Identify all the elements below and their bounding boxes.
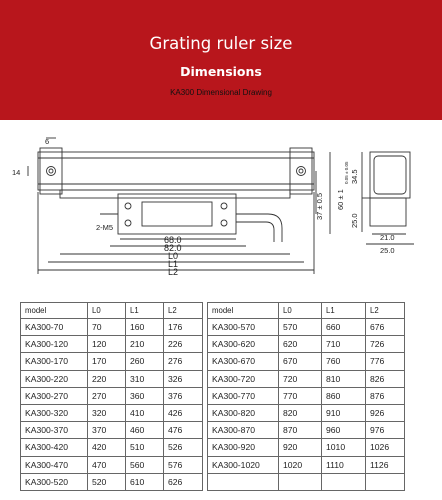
- col-model: model: [21, 303, 88, 319]
- table-cell: 570: [279, 319, 322, 336]
- table-row: [208, 353, 405, 370]
- banner-title: Grating ruler size: [149, 34, 293, 53]
- table-cell: KA300-170: [21, 353, 88, 370]
- table-cell: KA300-920: [208, 439, 279, 456]
- col-l1: L1: [322, 303, 366, 319]
- table-cell: 320: [88, 404, 126, 421]
- dim-21: 21.0: [380, 233, 395, 242]
- table-cell: KA300-870: [208, 422, 279, 439]
- table-cell: 976: [366, 422, 405, 439]
- table-cell: KA300-370: [21, 422, 88, 439]
- dim-l1: L1: [168, 259, 179, 269]
- table-row: [208, 456, 405, 473]
- table-cell: KA300-820: [208, 404, 279, 421]
- table-cell: 426: [164, 404, 203, 421]
- table-row: [21, 456, 203, 473]
- table-cell: 226: [164, 336, 203, 353]
- table-cell: 826: [366, 370, 405, 387]
- dim-68: 68.0: [164, 235, 182, 245]
- dim-82: 82.0: [164, 243, 182, 253]
- table-cell: KA300-770: [208, 387, 279, 404]
- table-cell: 910: [322, 404, 366, 421]
- table-cell: 660: [322, 319, 366, 336]
- cable: [236, 214, 282, 242]
- table-cell: KA300-70: [21, 319, 88, 336]
- table-cell: [322, 473, 366, 490]
- left-end-cap: [40, 148, 62, 194]
- banner-caption: KA300 Dimensional Drawing: [170, 88, 272, 97]
- table-cell: 960: [322, 422, 366, 439]
- table-header-row: [21, 303, 203, 319]
- table-row: [21, 473, 203, 490]
- table-cell: 470: [88, 456, 126, 473]
- dim-l2: L2: [168, 267, 179, 277]
- table-row: [21, 422, 203, 439]
- dim-37: 37 ± 0.5: [315, 192, 324, 220]
- dim-2-m5: 2-M5: [96, 223, 114, 232]
- table-cell: 376: [164, 387, 203, 404]
- table-cell: 160: [126, 319, 164, 336]
- table-cell: KA300-320: [21, 404, 88, 421]
- header-banner: [0, 0, 442, 120]
- table-cell: 610: [126, 473, 164, 490]
- table-cell: 276: [164, 353, 203, 370]
- table-cell: 260: [126, 353, 164, 370]
- reading-head: [118, 194, 236, 234]
- dim-25-bottom: 25.0: [380, 246, 395, 255]
- table-cell: 760: [322, 353, 366, 370]
- table-cell: 220: [88, 370, 126, 387]
- table-cell: 710: [322, 336, 366, 353]
- left-mount-hole: [47, 167, 56, 176]
- table-cell: KA300-520: [21, 473, 88, 490]
- table-row: [208, 422, 405, 439]
- table-cell: 576: [164, 456, 203, 473]
- table-cell: 560: [126, 456, 164, 473]
- side-view: [370, 152, 410, 198]
- table-cell: 360: [126, 387, 164, 404]
- table-cell: 526: [164, 439, 203, 456]
- table-row: [21, 370, 203, 387]
- table-cell: KA300-1020: [208, 456, 279, 473]
- table-cell: 670: [279, 353, 322, 370]
- table-row: [21, 319, 203, 336]
- table-row: [208, 336, 405, 353]
- col-l2: L2: [164, 303, 203, 319]
- table-row: [21, 387, 203, 404]
- table-cell: 210: [126, 336, 164, 353]
- table-cell: 676: [366, 319, 405, 336]
- table-row: [208, 370, 405, 387]
- table-row: [21, 439, 203, 456]
- dim-tolerance: 0.05 ± 0.05: [344, 161, 349, 184]
- table-cell: 860: [322, 387, 366, 404]
- table-cell: KA300-120: [21, 336, 88, 353]
- dim-14: 14: [12, 168, 21, 177]
- table-cell: 270: [88, 387, 126, 404]
- table-cell: 720: [279, 370, 322, 387]
- col-l0: L0: [279, 303, 322, 319]
- table-cell: 460: [126, 422, 164, 439]
- table-cell: KA300-470: [21, 456, 88, 473]
- banner-subtitle: Dimensions: [180, 64, 262, 79]
- table-row: [21, 404, 203, 421]
- dim-6: 6: [45, 137, 50, 146]
- table-row: [21, 353, 203, 370]
- table-cell: 310: [126, 370, 164, 387]
- table-cell: 1010: [322, 439, 366, 456]
- table-cell: KA300-220: [21, 370, 88, 387]
- table-cell: 1126: [366, 456, 405, 473]
- table-row: [208, 319, 405, 336]
- table-cell: 170: [88, 353, 126, 370]
- table-cell: 810: [322, 370, 366, 387]
- table-cell: [208, 473, 279, 490]
- table-cell: [366, 473, 405, 490]
- table-cell: 510: [126, 439, 164, 456]
- table-cell: 870: [279, 422, 322, 439]
- dim-34-5: 34.5: [350, 169, 359, 184]
- table-cell: 520: [88, 473, 126, 490]
- table-row: [208, 387, 405, 404]
- table-cell: 626: [164, 473, 203, 490]
- table-cell: 776: [366, 353, 405, 370]
- table-cell: KA300-620: [208, 336, 279, 353]
- right-end-cap: [290, 148, 312, 194]
- table-cell: 476: [164, 422, 203, 439]
- table-cell: KA300-670: [208, 353, 279, 370]
- table-header-row: [208, 303, 405, 319]
- table-cell: 620: [279, 336, 322, 353]
- table-cell: KA300-570: [208, 319, 279, 336]
- table-row: [208, 404, 405, 421]
- table-row: [21, 336, 203, 353]
- col-l0: L0: [88, 303, 126, 319]
- table-cell: 70: [88, 319, 126, 336]
- col-l2: L2: [366, 303, 405, 319]
- size-table-right: [207, 302, 405, 491]
- table-cell: 120: [88, 336, 126, 353]
- col-l1: L1: [126, 303, 164, 319]
- table-cell: 1020: [279, 456, 322, 473]
- col-model: model: [208, 303, 279, 319]
- table-cell: 820: [279, 404, 322, 421]
- dim-l0: L0: [168, 251, 179, 261]
- right-mount-hole: [297, 167, 306, 176]
- table-cell: 726: [366, 336, 405, 353]
- table-row: [208, 473, 405, 490]
- table-body-left: [21, 319, 203, 491]
- table-cell: 876: [366, 387, 405, 404]
- table-cell: 410: [126, 404, 164, 421]
- table-cell: KA300-270: [21, 387, 88, 404]
- table-cell: 420: [88, 439, 126, 456]
- table-cell: 770: [279, 387, 322, 404]
- size-table-left: [20, 302, 203, 491]
- dim-25-side: 25.0: [350, 213, 359, 228]
- table-cell: 926: [366, 404, 405, 421]
- table-body-right: [208, 319, 405, 491]
- table-cell: [279, 473, 322, 490]
- dim-60: 60 ± 1: [336, 189, 345, 210]
- table-cell: 1026: [366, 439, 405, 456]
- table-cell: KA300-420: [21, 439, 88, 456]
- table-cell: 326: [164, 370, 203, 387]
- table-cell: 1110: [322, 456, 366, 473]
- table-cell: KA300-720: [208, 370, 279, 387]
- dimensional-drawing: [0, 122, 442, 298]
- table-cell: 370: [88, 422, 126, 439]
- table-cell: 176: [164, 319, 203, 336]
- table-row: [208, 439, 405, 456]
- size-tables: [20, 302, 414, 491]
- table-cell: 920: [279, 439, 322, 456]
